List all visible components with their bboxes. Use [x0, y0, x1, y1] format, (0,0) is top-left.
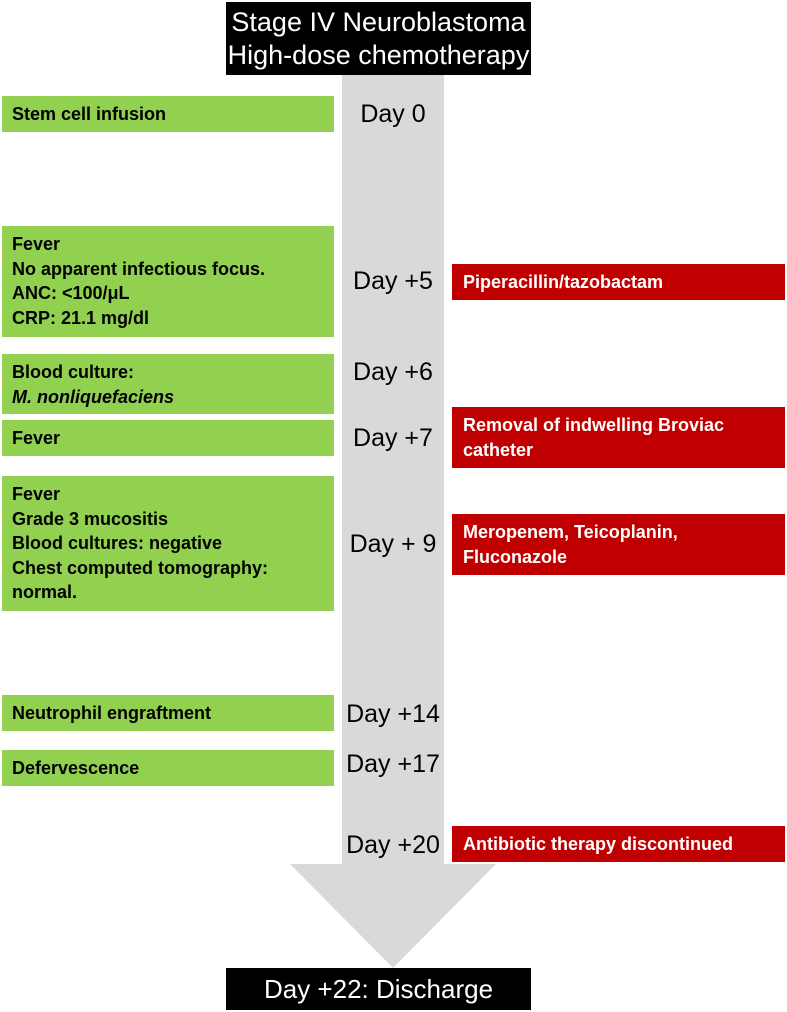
event-text: ANC: <100/μL — [12, 283, 130, 303]
diagram-title — [226, 2, 531, 75]
event-text: Grade 3 mucositis — [12, 508, 169, 529]
treatment-discontinued — [452, 826, 785, 862]
event-fever — [2, 420, 334, 456]
event-defervescence — [2, 750, 334, 786]
event-text: CRP: 21.1 mg/dl — [12, 307, 150, 328]
title-line-2: High-dose chemotherapy — [227, 40, 530, 70]
event-neutrophil-engraftment — [2, 695, 334, 731]
treatment-piperacillin — [452, 264, 785, 300]
day-label-14: Day +14 — [346, 700, 440, 728]
event-text: Defervescence — [12, 758, 140, 778]
event-text: Neutrophil engraftment — [12, 703, 212, 723]
event-blood-culture — [2, 354, 334, 414]
day-label-5: Day +5 — [353, 267, 433, 295]
treatment-meropenem — [452, 514, 785, 575]
day-label-9: Day + 9 — [349, 530, 437, 558]
day-label-6: Day +6 — [353, 358, 433, 386]
treatment-text: Meropenem, Teicoplanin, — [463, 522, 678, 542]
day-label-0: Day 0 — [360, 100, 426, 128]
title-line-1: Stage IV Neuroblastoma — [231, 7, 526, 37]
event-text: Fever — [12, 428, 61, 448]
day-label-7: Day +7 — [353, 424, 433, 452]
event-text: Fever — [12, 234, 61, 254]
day-label-20: Day +20 — [346, 831, 440, 859]
day-label-17: Day +17 — [346, 750, 440, 778]
event-text: Fever — [12, 484, 61, 504]
treatment-text: Antibiotic therapy discontinued — [463, 834, 734, 854]
event-stem-cell-infusion — [2, 96, 334, 132]
event-text: No apparent infectious focus. — [12, 258, 266, 279]
treatment-text: Fluconazole — [463, 546, 568, 567]
event-fever-mucositis — [2, 476, 334, 611]
treatment-text: Removal of indwelling Broviac — [463, 415, 725, 435]
event-text: normal. — [12, 582, 78, 602]
treatment-text: Piperacillin/tazobactam — [463, 272, 664, 292]
event-fever-no-focus — [2, 226, 334, 337]
organism-name: M. nonliquefaciens — [12, 386, 175, 407]
treatment-text: catheter — [463, 439, 534, 460]
event-text: Chest computed tomography: — [12, 557, 269, 578]
discharge-box: Day +22: Discharge — [226, 968, 531, 1010]
event-text: Stem cell infusion — [12, 104, 167, 124]
event-text: Blood culture: — [12, 362, 134, 382]
event-text: Blood cultures: negative — [12, 533, 223, 553]
treatment-catheter-removal — [452, 407, 785, 468]
